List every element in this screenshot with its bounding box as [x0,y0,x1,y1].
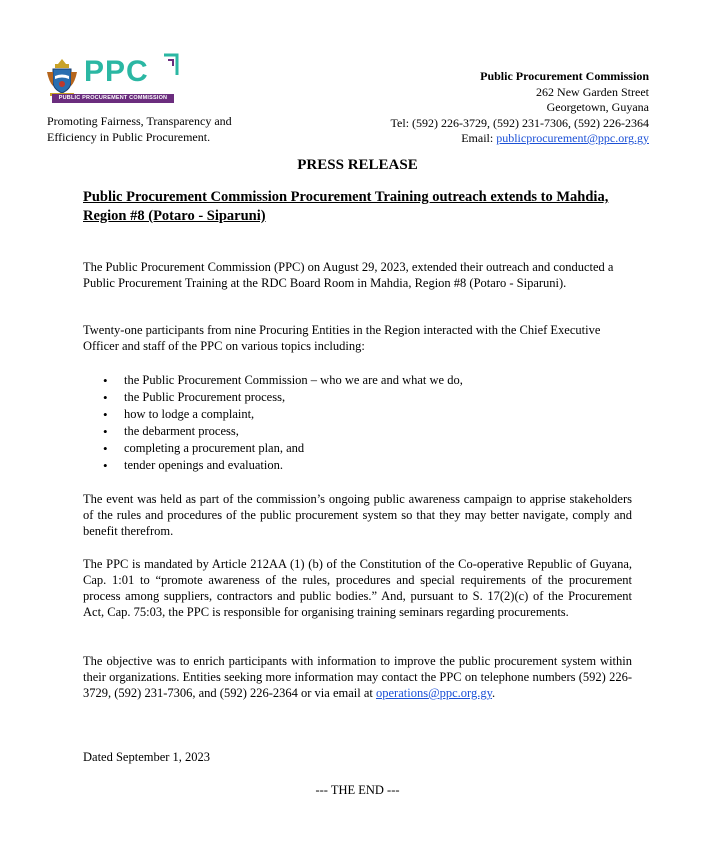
telephone-line: Tel: (592) 226-3729, (592) 231-7306, (592) 226-2364 [390,115,649,130]
list-item: • the Public Procurement Commission – who we are and what we do, [101,372,463,389]
paragraph-mandate: The PPC is mandated by Article 212AA (1) (b) of the Constitution of the Co-operative Republic of Guyana, Cap. 1:01 to “promote awareness of the rules, procedures and special requirements of the procurement process among suppliers, contractors and public bodies.” And, pursuant to S. 17(2)(c) of the Procurement Act, Cap. 75:03, the PPC is responsible for organising training seminars regarding procurements. [83,557,632,619]
ppc-logo [44,50,194,106]
email-line [391,131,649,147]
address-block [391,69,649,147]
objective-text: The objective was to enrich participants with information to improve the public procurement system within their organizations. Entities seeking more information may contact the PPC on telephone numbers (592) 226-3729, (592) 231-7306, and (592) 226-2364 or via email at [83,654,632,700]
date-line: Dated September 1, 2023 [83,750,211,764]
email-label: Email: [461,131,497,145]
paragraph-objective [83,653,632,701]
operations-email-link[interactable]: operations@ppc.org.gy [376,686,493,700]
list-item: • completing a procurement plan, and [101,440,463,457]
logo-bracket-icon [162,52,180,78]
tagline-line-1: Promoting Fairness, Transparency and [47,114,232,128]
tagline-line-2: Efficiency in Public Procurement. [47,130,211,144]
headline: Public Procurement Commission Procurement Training outreach extends to Mahdia, Region #8 (Potaro - Siparuni) [83,189,609,224]
list-item: • the Public Procurement process, [101,389,463,406]
paragraph-intro: The Public Procurement Commission (PPC) on August 29, 2023, extended their outreach and conducted a Public Procurement Training at the RDC Board Room in Mahdia, Region #8 (Potaro - Siparuni). [83,260,614,290]
org-name: Public Procurement Commission [480,69,649,83]
list-item: • how to lodge a complaint, [101,406,463,423]
press-release-label: PRESS RELEASE [297,157,418,173]
paragraph-campaign: The event was held as part of the commission’s ongoing public awareness campaign to apprise stakeholders of the rules and procedures of the public procurement system so that they may better navigate, comply and benefit therefrom. [83,492,632,538]
tagline [47,113,277,145]
list-item: • the debarment process, [101,423,463,440]
end-marker: --- THE END --- [315,783,400,797]
topics-list [101,372,463,474]
street-address: 262 New Garden Street [536,84,649,99]
city-address: Georgetown, Guyana [546,100,649,114]
logo-wordmark: PPC [84,55,149,88]
objective-period: . [492,686,496,700]
list-item: • tender openings and evaluation. [101,457,463,474]
header-email-link[interactable]: publicprocurement@ppc.org.gy [496,131,649,145]
coat-of-arms-icon [44,56,80,98]
logo-subtitle: PUBLIC PROCUREMENT COMMISSION [58,95,168,101]
paragraph-participants: Twenty-one participants from nine Procuring Entities in the Region interacted with the Chief Executive Officer and staff of the PPC on various topics including: [83,323,601,353]
